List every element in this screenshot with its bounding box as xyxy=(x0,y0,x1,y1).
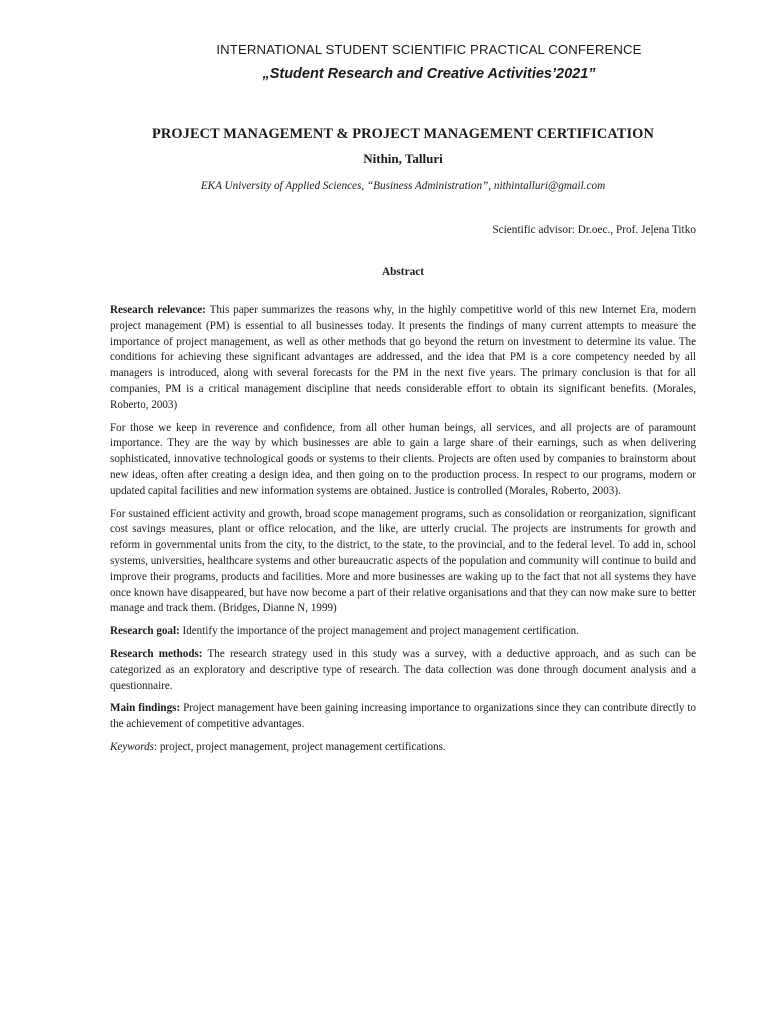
findings-paragraph xyxy=(110,701,696,733)
abstract-paragraph-2: For those we keep in reverence and confidence, from all other human beings, all services, and all projects are of paramount importance. They are the way by which businesses are able to gain a large share of their earnings, such as when delivering sophisticated, innovative technological goods or systems to their clients. Projects are often used by companies to brainstorm about new ideas, often after creating a design idea, and then going on to the production process. In respect to our programs, modern or updated capital facilities and new information systems are obtained. Justice is controlled (Morales, Roberto, 2003). xyxy=(110,421,696,497)
abstract-heading: Abstract xyxy=(381,266,425,278)
conference-title: INTERNATIONAL STUDENT SCIENTIFIC PRACTICAL CONFERENCE xyxy=(216,42,642,57)
findings-text: Project management have been gaining increasing importance to organizations since they can contribute directly to the achievement of competitive advantages. xyxy=(110,702,696,731)
relevance-paragraph xyxy=(110,303,696,414)
paper-authors: Nithin, Talluri xyxy=(363,151,443,166)
paper-title: PROJECT MANAGEMENT & PROJECT MANAGEMENT CERTIFICATION xyxy=(152,126,654,142)
relevance-label: Research relevance: xyxy=(110,304,206,316)
author-affiliation: EKA University of Applied Sciences, “Business Administration”, nithintalluri@gmail.com xyxy=(200,180,606,192)
scientific-advisor: Scientific advisor: Dr.oec., Prof. Jeļena Titko xyxy=(492,224,696,236)
goal-text: Identify the importance of the project management and project management certification. xyxy=(179,625,579,638)
relevance-text: This paper summarizes the reasons why, in the highly competitive world of this new Internet Era, modern project management (PM) is essential to all businesses today. It presents the findings of many current attempts to measure the importance of project management, as well as other methods that go beyond the return on investment to determine its value. The conditions for achieving these significant advantages are addressed, and the idea that PM is a core competency needed by all managers is introduced, along with several forecasts for the PM in the next five years. The primary conclusion is that for all companies, PM is a critical management discipline that needs considerable effort to obtain its significant benefits. (Morales, Roberto, 2003) xyxy=(110,304,696,411)
keywords-paragraph xyxy=(110,740,696,756)
abstract-body xyxy=(110,303,696,763)
methods-label: Research methods: xyxy=(110,647,203,660)
goal-paragraph xyxy=(110,624,696,640)
keywords-text: : project, project management, project management certifications. xyxy=(153,740,446,753)
keywords-label: Keywords xyxy=(110,740,154,753)
findings-label: Main findings: xyxy=(110,702,181,715)
methods-paragraph xyxy=(110,647,696,694)
abstract-paragraph-3: For sustained efficient activity and growth, broad scope management programs, such as consolidation or reorganization, significant cost savings measures, plant or office relocation, and the like, are utterly crucial. The projects are instruments for growth and reform in governmental units from the city, to the district, to the state, to the provincial, and to the federal level. To add in, school systems, universities, healthcare systems and other bureaucratic aspects of the population and community will continue to build and improve their programs, products and facilities. More and more businesses are waking up to the fact that not all systems they have once known have disappeared, but have now become a part of their relative organisations and that they can now make sure to better manage and track them. (Bridges, Dianne N, 1999) xyxy=(110,507,696,615)
goal-label: Research goal: xyxy=(110,625,180,638)
conference-event-name: „Student Research and Creative Activities’2021” xyxy=(262,66,596,82)
methods-text: The research strategy used in this study was a survey, with a deductive approach, and as such can be categorized as an exploratory and descriptive type of research. The data collection was done through document analysis and a questionnaire. xyxy=(110,647,696,692)
